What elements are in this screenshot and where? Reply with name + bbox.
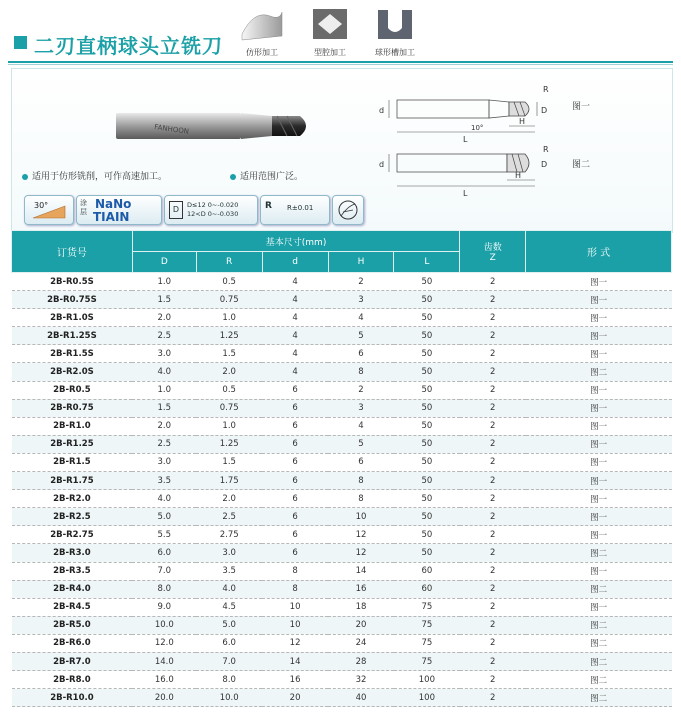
table-cell: 图一 [526,291,672,309]
radius-tol-text: R±0.01 [287,204,314,212]
table-cell: 2 [328,381,394,399]
table-cell: 50 [394,435,460,453]
dim-d: d [379,160,385,169]
table-cell: 3.0 [196,544,262,562]
table-cell: 8 [328,490,394,508]
dim-d: d [379,106,385,115]
table-cell: 5 [328,435,394,453]
ball-end-badge [332,195,364,225]
order-code-cell: 2B-R2.0S [12,363,133,381]
table-cell: 图一 [526,309,672,327]
table-cell: 2 [460,291,526,309]
order-code-cell: 2B-R10.0 [12,689,133,707]
table-cell: 图一 [526,327,672,345]
table-cell: 图二 [526,689,672,707]
helix-angle-text: 30° [34,201,49,210]
table-cell: 6 [262,417,328,435]
feature-bullet [22,169,167,182]
table-cell: 50 [394,417,460,435]
table-cell: 0.75 [196,291,262,309]
table-row [12,562,672,580]
order-code-cell: 2B-R2.75 [12,526,133,544]
table-cell: 6.0 [196,634,262,652]
table-cell: 6 [262,435,328,453]
table-cell: 50 [394,309,460,327]
figure-label-2: 图二 [572,160,591,170]
table-cell: 4 [328,309,394,327]
table-row [12,345,672,363]
table-row [12,671,672,689]
helix-angle-icon [25,196,73,224]
table-cell: 60 [394,580,460,598]
table-cell: 1.5 [196,453,262,471]
order-code-cell: 2B-R0.75S [12,291,133,309]
table-cell: 图二 [526,363,672,381]
col-teeth-label: 齿数 [483,243,502,253]
table-cell: 图一 [526,490,672,508]
table-cell: 14 [262,652,328,670]
table-cell: 4.0 [132,363,196,381]
table-cell: 2.5 [132,327,196,345]
table-row [12,417,672,435]
helix-angle-badge [24,195,74,225]
tolerance-line-1: D≤12 0~-0.020 [187,201,239,209]
table-cell: 8 [328,363,394,381]
table-row [12,544,672,562]
table-row [12,490,672,508]
table-cell: 8.0 [196,671,262,689]
groove-icon [375,6,415,42]
copy-milling-icon [240,6,284,42]
table-cell: 2.0 [132,417,196,435]
coating-top: NaNo [95,197,132,211]
table-cell: 2 [460,671,526,689]
table-cell: 12 [328,544,394,562]
table-cell: 50 [394,472,460,490]
order-code-cell: 2B-R3.0 [12,544,133,562]
table-row [12,309,672,327]
table-cell: 4 [262,291,328,309]
dim-L: L [463,135,468,144]
table-cell: 2.5 [196,508,262,526]
cavity-icon [310,6,350,42]
table-cell: 6 [328,345,394,363]
table-cell: 3 [328,399,394,417]
table-cell: 50 [394,453,460,471]
dim-angle: 10° [471,124,484,132]
table-row [12,273,672,291]
order-code-cell: 2B-R0.5 [12,381,133,399]
table-cell: 6 [262,472,328,490]
table-cell: 6.0 [132,544,196,562]
table-cell: 0.5 [196,381,262,399]
order-code-cell: 2B-R7.0 [12,652,133,670]
table-row [12,435,672,453]
table-cell: 8.0 [132,580,196,598]
ball-end-icon [333,196,363,224]
table-cell: 2 [460,399,526,417]
col-D: D [132,252,196,273]
table-cell: 6 [262,453,328,471]
figure-label-1: 图一 [572,102,591,112]
table-cell: 2 [460,309,526,327]
table-cell: 2 [460,273,526,291]
order-code-cell: 2B-R6.0 [12,634,133,652]
table-cell: 16.0 [132,671,196,689]
process-copy-milling [238,6,286,58]
table-row [12,616,672,634]
table-cell: 6 [262,399,328,417]
table-cell: 4 [328,417,394,435]
col-form: 形 式 [526,231,672,273]
radius-tolerance-badge [260,195,330,225]
table-cell: 2 [460,472,526,490]
table-row [12,634,672,652]
table-cell: 4.0 [196,580,262,598]
table-cell: 12 [262,634,328,652]
col-teeth [460,231,526,273]
table-cell: 图一 [526,345,672,363]
table-cell: 图一 [526,598,672,616]
table-cell: 3 [328,291,394,309]
coating-badge [76,195,162,225]
table-cell: 0.5 [196,273,262,291]
table-row [12,652,672,670]
table-cell: 2 [460,345,526,363]
table-cell: 2 [460,327,526,345]
table-row [12,381,672,399]
table-cell: 1.0 [196,417,262,435]
process-label: 型腔加工 [314,48,346,57]
col-R: R [196,252,262,273]
dim-H: H [515,171,522,180]
table-row [12,327,672,345]
end-mill-image [112,107,317,147]
table-cell: 16 [262,671,328,689]
table-cell: 7.0 [132,562,196,580]
table-cell: 2 [328,273,394,291]
order-code-cell: 2B-R1.25 [12,435,133,453]
table-cell: 2 [460,435,526,453]
table-cell: 2 [460,616,526,634]
table-cell: 50 [394,381,460,399]
table-cell: 5.5 [132,526,196,544]
coating-bottom: TIAIN [93,210,130,224]
table-cell: 1.75 [196,472,262,490]
table-cell: 14.0 [132,652,196,670]
table-cell: 75 [394,598,460,616]
order-code-cell: 2B-R0.5S [12,273,133,291]
bullet-dot [230,174,236,180]
table-cell: 2 [460,490,526,508]
table-cell: 4 [262,273,328,291]
order-code-cell: 2B-R3.5 [12,562,133,580]
table-cell: 10 [328,508,394,526]
table-cell: 14 [328,562,394,580]
table-cell: 2 [460,417,526,435]
table-cell: 图一 [526,526,672,544]
table-cell: 图一 [526,417,672,435]
table-cell: 6 [262,544,328,562]
table-cell: 2 [460,508,526,526]
table-cell: 10 [262,616,328,634]
table-cell: 50 [394,291,460,309]
table-cell: 图一 [526,435,672,453]
order-code-cell: 2B-R1.5 [12,453,133,471]
table-cell: 1.25 [196,327,262,345]
table-cell: 100 [394,689,460,707]
table-cell: 4 [262,309,328,327]
table-cell: 图一 [526,381,672,399]
table-row [12,363,672,381]
order-code-cell: 2B-R2.0 [12,490,133,508]
table-cell: 28 [328,652,394,670]
table-cell: 2 [460,689,526,707]
table-row [12,399,672,417]
dim-D: D [541,160,548,169]
dim-R: R [543,85,549,94]
table-cell: 16 [328,580,394,598]
bullet-dot [22,174,28,180]
specification-table [11,230,672,707]
table-cell: 3.5 [196,562,262,580]
table-cell: 32 [328,671,394,689]
dim-R: R [543,146,549,154]
table-row [12,689,672,707]
table-cell: 2 [460,562,526,580]
col-d: d [262,252,328,273]
table-cell: 20 [262,689,328,707]
process-label: 仿形加工 [246,48,278,57]
page-header [0,0,681,62]
table-cell: 50 [394,508,460,526]
table-cell: 3.0 [132,345,196,363]
table-cell: 2 [460,526,526,544]
table-cell: 100 [394,671,460,689]
table-cell: 2 [460,363,526,381]
product-panel [11,68,673,233]
order-code-cell: 2B-R0.75 [12,399,133,417]
table-cell: 2.5 [132,435,196,453]
table-cell: 2 [460,580,526,598]
table-cell: 6 [262,490,328,508]
table-cell: 1.5 [196,345,262,363]
table-cell: 5.0 [196,616,262,634]
order-code-cell: 2B-R2.5 [12,508,133,526]
brand-text: FANHOON [153,123,190,136]
table-cell: 图一 [526,472,672,490]
table-cell: 50 [394,490,460,508]
table-cell: 2 [460,652,526,670]
table-cell: 20.0 [132,689,196,707]
table-cell: 3.5 [132,472,196,490]
table-cell: 50 [394,526,460,544]
table-cell: 1.0 [196,309,262,327]
table-cell: 4 [262,327,328,345]
order-code-cell: 2B-R5.0 [12,616,133,634]
table-cell: 图一 [526,508,672,526]
table-cell: 4 [262,363,328,381]
table-cell: 8 [262,580,328,598]
table-cell: 图二 [526,580,672,598]
table-cell: 2 [460,381,526,399]
table-cell: 图二 [526,671,672,689]
table-cell: 1.0 [132,381,196,399]
table-row [12,526,672,544]
table-cell: 6 [328,453,394,471]
radius-symbol: R [265,201,272,211]
table-cell: 8 [262,562,328,580]
table-cell: 10.0 [132,616,196,634]
order-code-cell: 2B-R8.0 [12,671,133,689]
order-code-cell: 2B-R1.25S [12,327,133,345]
table-row [12,580,672,598]
table-cell: 75 [394,616,460,634]
col-L: L [394,252,460,273]
table-cell: 2.0 [196,363,262,381]
table-cell: 6 [262,526,328,544]
table-cell: 50 [394,544,460,562]
table-cell: 图二 [526,616,672,634]
table-cell: 18 [328,598,394,616]
table-cell: 1.0 [132,273,196,291]
table-cell: 50 [394,345,460,363]
order-code-cell: 2B-R4.0 [12,580,133,598]
table-body [12,273,672,707]
order-code-cell: 2B-R1.75 [12,472,133,490]
table-cell: 5.0 [132,508,196,526]
table-cell: 60 [394,562,460,580]
order-code-cell: 2B-R1.0S [12,309,133,327]
table-cell: 2.0 [132,309,196,327]
dim-L: L [463,189,468,198]
table-header [12,231,672,273]
title-marker [14,36,27,49]
table-cell: 2.0 [196,490,262,508]
table-row [12,291,672,309]
table-row [12,598,672,616]
order-code-cell: 2B-R1.0 [12,417,133,435]
feature-bullet [230,169,303,182]
table-cell: 1.25 [196,435,262,453]
table-cell: 50 [394,363,460,381]
coating-tag: 涂层 [80,199,87,216]
table-cell: 2 [460,453,526,471]
table-cell: 4.5 [196,598,262,616]
table-cell: 图二 [526,544,672,562]
table-cell: 75 [394,634,460,652]
order-code-cell: 2B-R1.5S [12,345,133,363]
header-rule [8,61,673,63]
table-cell: 12 [328,526,394,544]
table-cell: 3.0 [132,453,196,471]
table-cell: 1.5 [132,399,196,417]
table-row [12,453,672,471]
page-title: 二刃直柄球头立铣刀 [34,34,223,58]
col-order-no: 订货号 [12,231,133,273]
table-cell: 1.5 [132,291,196,309]
table-cell: 8 [328,472,394,490]
table-cell: 图二 [526,634,672,652]
table-cell: 图二 [526,652,672,670]
table-cell: 5 [328,327,394,345]
table-cell: 图一 [526,399,672,417]
tolerance-symbol: D [169,201,183,219]
table-cell: 2 [460,598,526,616]
col-teeth-sub: Z [489,253,496,263]
table-cell: 4.0 [132,490,196,508]
table-cell: 10 [262,598,328,616]
table-row [12,508,672,526]
table-cell: 图一 [526,453,672,471]
col-basic-size: 基本尺寸(mm) [132,231,459,252]
process-cavity [306,6,354,58]
process-label: 球形槽加工 [375,48,415,57]
table-cell: 50 [394,399,460,417]
table-cell: 0.75 [196,399,262,417]
bullet-text: 适用于仿形铣削，可作高速加工。 [32,172,168,182]
dim-H: H [519,117,526,126]
header-rule-thin [8,64,673,65]
tolerance-badge [164,195,258,225]
process-ball-groove [370,6,420,58]
table-cell: 图一 [526,273,672,291]
tolerance-line-2: 12<D 0~-0.030 [187,210,239,218]
table-cell: 24 [328,634,394,652]
drawing-figure-2 [377,146,562,198]
table-cell: 图一 [526,562,672,580]
col-H: H [328,252,394,273]
table-cell: 2.75 [196,526,262,544]
drawing-figure-1 [377,82,562,144]
table-cell: 12.0 [132,634,196,652]
bullet-text: 适用范围广泛。 [240,172,304,182]
table-row [12,472,672,490]
dim-D: D [541,106,548,115]
table-cell: 2 [460,544,526,562]
table-cell: 50 [394,273,460,291]
table-cell: 75 [394,652,460,670]
order-code-cell: 2B-R4.5 [12,598,133,616]
table-cell: 6 [262,508,328,526]
table-cell: 6 [262,381,328,399]
table-cell: 2 [460,634,526,652]
table-cell: 9.0 [132,598,196,616]
table-cell: 20 [328,616,394,634]
table-cell: 50 [394,327,460,345]
table-cell: 10.0 [196,689,262,707]
table-cell: 7.0 [196,652,262,670]
table-cell: 4 [262,345,328,363]
table-cell: 40 [328,689,394,707]
